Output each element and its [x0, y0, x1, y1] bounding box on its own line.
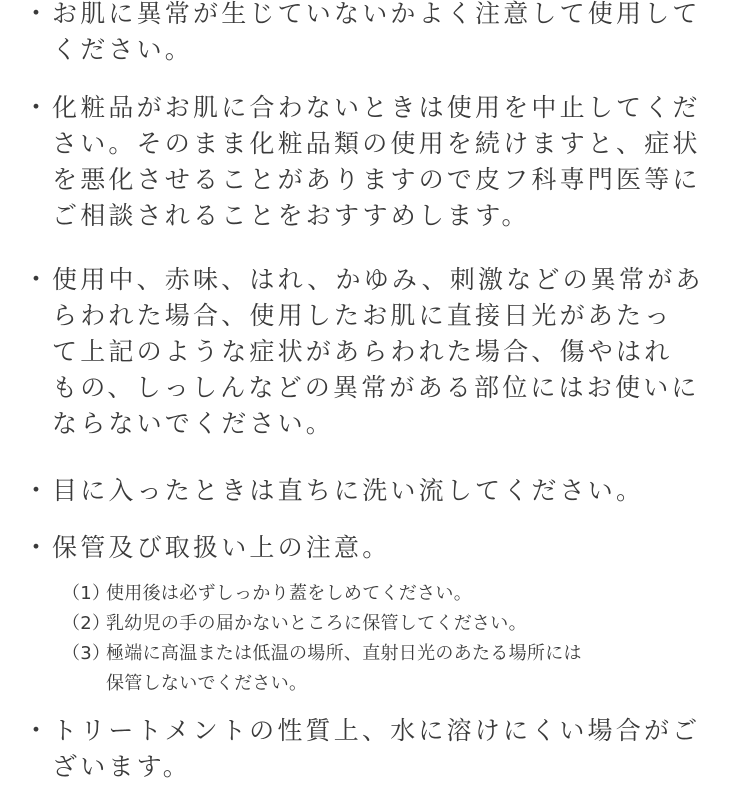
caution-line: トリートメントの性質上、水に溶けにくい場合がご	[52, 716, 701, 745]
caution-item-water-solubility	[22, 713, 734, 785]
storage-note-number: （3）	[62, 643, 111, 664]
caution-line: ならないでください。	[52, 409, 335, 438]
caution-line: ご相談されることをおすすめします。	[52, 201, 530, 230]
caution-item-skin-check	[22, 0, 734, 68]
caution-line: さい。そのまま化粧品類の使用を続けますと、症状	[52, 129, 701, 158]
caution-line: 目に入ったときは直ちに洗い流してください。	[52, 476, 645, 505]
caution-line: 使用中、赤味、はれ、かゆみ、刺激などの異常があ	[52, 265, 704, 294]
caution-line: もの、しっしんなどの異常がある部位にはお使いに	[52, 373, 700, 402]
caution-item-eyes	[22, 473, 734, 509]
caution-item-storage-heading	[22, 530, 734, 566]
storage-note-number: （1）	[62, 583, 111, 604]
caution-line: ください。	[52, 35, 194, 64]
storage-note-text: 乳幼児の手の届かないところに保管してください。	[106, 613, 527, 634]
caution-line: 化粧品がお肌に合わないときは使用を中止してくだ	[52, 93, 701, 122]
storage-note	[62, 639, 722, 669]
storage-note-text: 使用後は必ずしっかり蓋をしめてください。	[106, 583, 472, 604]
caution-line: ざいます。	[52, 752, 192, 781]
caution-item-abnormal-skin	[22, 262, 734, 442]
caution-line: お肌に異常が生じていないかよく注意して使用して	[52, 0, 701, 28]
bullet: ・	[22, 533, 49, 563]
bullet: ・	[22, 716, 49, 746]
storage-note-number: （2）	[62, 613, 111, 634]
storage-note-text: 極端に高温または低温の場所、直射日光のあたる場所には	[106, 643, 582, 664]
storage-notes-list	[62, 579, 722, 699]
storage-note	[62, 609, 722, 639]
caution-line: らわれた場合、使用したお肌に直接日光があたっ	[52, 301, 673, 330]
storage-note-continuation: 保管しないでください。	[106, 673, 308, 694]
bullet: ・	[22, 265, 49, 295]
bullet: ・	[22, 476, 49, 506]
caution-line: を悪化させることがありますので皮フ科専門医等に	[52, 165, 701, 194]
caution-line: 保管及び取扱い上の注意。	[52, 533, 391, 562]
bullet: ・	[22, 0, 49, 29]
bullet: ・	[22, 93, 49, 123]
caution-item-stop-use	[22, 90, 734, 234]
caution-line: て上記のような症状があらわれた場合、傷やはれ	[52, 337, 673, 366]
storage-note	[62, 579, 722, 609]
